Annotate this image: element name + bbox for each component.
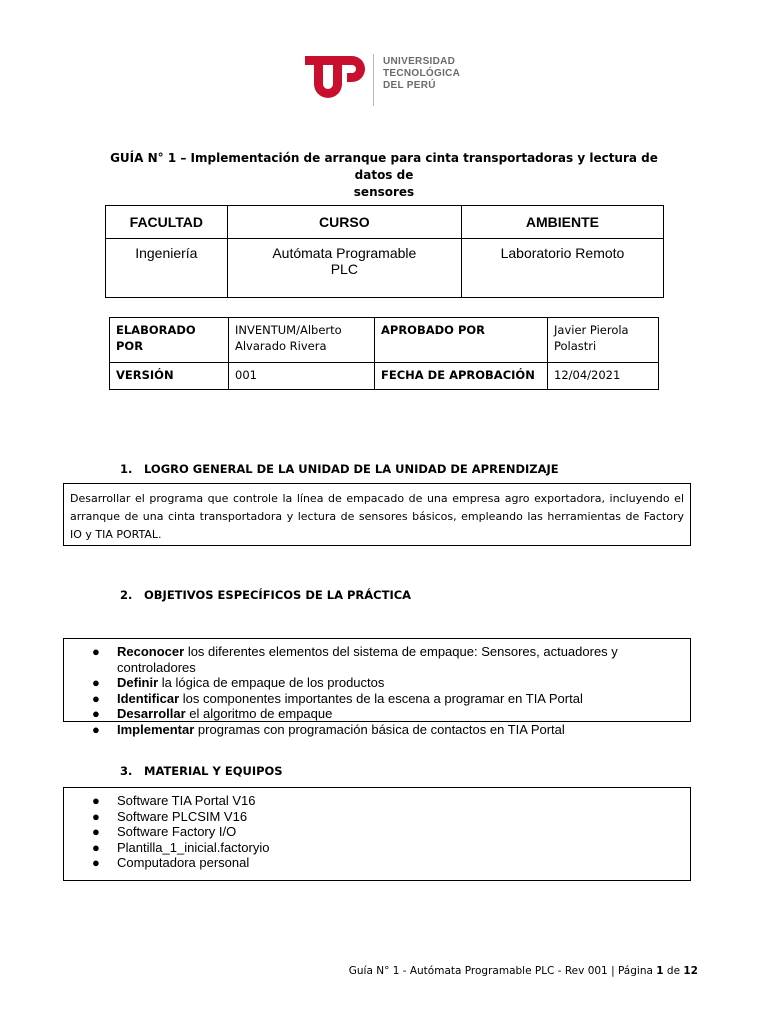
bullet-icon: ●: [92, 839, 100, 855]
aprobado-value: Javier Pierola Polastri: [548, 318, 659, 363]
bullet-icon: ●: [92, 721, 100, 737]
logo-divider: [373, 54, 374, 106]
info-table: [105, 205, 664, 298]
page-title: GUÍA N° 1 – Implementación de arranque para cinta transportadoras y lectura de datos de sensores: [110, 151, 658, 199]
elaborado-value: INVENTUM/Alberto Alvarado Rivera: [229, 318, 375, 363]
header-curso: CURSO: [227, 206, 461, 239]
material-item: ● Software Factory I/O: [92, 824, 237, 839]
objetivo-item: ● Identificar los componentes importantes de la escena a programar en TIA Portal: [92, 690, 583, 706]
bullet-icon: ●: [92, 824, 100, 839]
page-footer: Guía N° 1 - Autómata Programable PLC - Rev 001 | Página 1 de 12: [348, 965, 698, 977]
utp-logo: [300, 50, 372, 110]
materiales-box: [63, 787, 691, 881]
logro-box: Desarrollar el programa que controle la línea de empacado de una empresa agro exportadora, incluyendo el arranque de una cinta transportadora y lectura de sensores básicos, empleando las herramientas de Factory IO y TIA PORTAL.: [63, 483, 691, 546]
aprobado-label: APROBADO POR: [375, 318, 548, 363]
value-curso: Autómata Programable PLC: [227, 239, 461, 298]
elaborado-label: ELABORADO POR: [110, 318, 229, 363]
objetivo-item: ● Desarrollar el algoritmo de empaque: [92, 706, 333, 721]
bullet-icon: ●: [92, 855, 100, 870]
version-label: VERSIÓN: [110, 363, 229, 390]
value-facultad: Ingeniería: [106, 239, 228, 298]
material-item: ● Computadora personal: [92, 855, 250, 870]
bullet-icon: ●: [92, 808, 100, 824]
bullet-icon: ●: [92, 644, 100, 659]
section-3-heading: 3. MATERIAL Y EQUIPOS: [120, 764, 283, 778]
bullet-icon: ●: [92, 690, 100, 706]
version-value: 001: [229, 363, 375, 390]
objetivo-item: ● Definir la lógica de empaque de los productos: [92, 675, 385, 690]
section-2-heading: 2. OBJETIVOS ESPECÍFICOS DE LA PRÁCTICA: [120, 588, 412, 602]
material-item: ● Plantilla_1_inicial.factoryio: [92, 839, 270, 855]
fecha-label: FECHA DE APROBACIÓN: [375, 363, 548, 390]
objetivos-box: [63, 638, 691, 737]
objetivo-item: ● Reconocer los diferentes elementos del sistema de empaque: Sensores, actuadores y controladores: [92, 644, 618, 675]
header-facultad: FACULTAD: [106, 206, 228, 239]
materiales-list: [92, 793, 690, 871]
bullet-icon: ●: [92, 675, 100, 690]
header-ambiente: AMBIENTE: [461, 206, 663, 239]
meta-table: [109, 317, 659, 390]
section-1-heading: 1. LOGRO GENERAL DE LA UNIDAD DE LA UNIDAD DE APRENDIZAJE: [120, 462, 559, 476]
material-item: ● Software TIA Portal V16: [92, 793, 256, 808]
material-item: ● Software PLCSIM V16: [92, 808, 248, 824]
fecha-value: 12/04/2021: [548, 363, 659, 390]
value-ambiente: Laboratorio Remoto: [461, 239, 663, 298]
bullet-icon: ●: [92, 706, 100, 721]
objetivos-list: [92, 644, 690, 737]
objetivo-item: ● Implementar programas con programación básica de contactos en TIA Portal: [92, 721, 565, 737]
bullet-icon: ●: [92, 793, 100, 808]
university-name: UNIVERSIDAD TECNOLÓGICA DEL PERÚ: [383, 56, 461, 91]
